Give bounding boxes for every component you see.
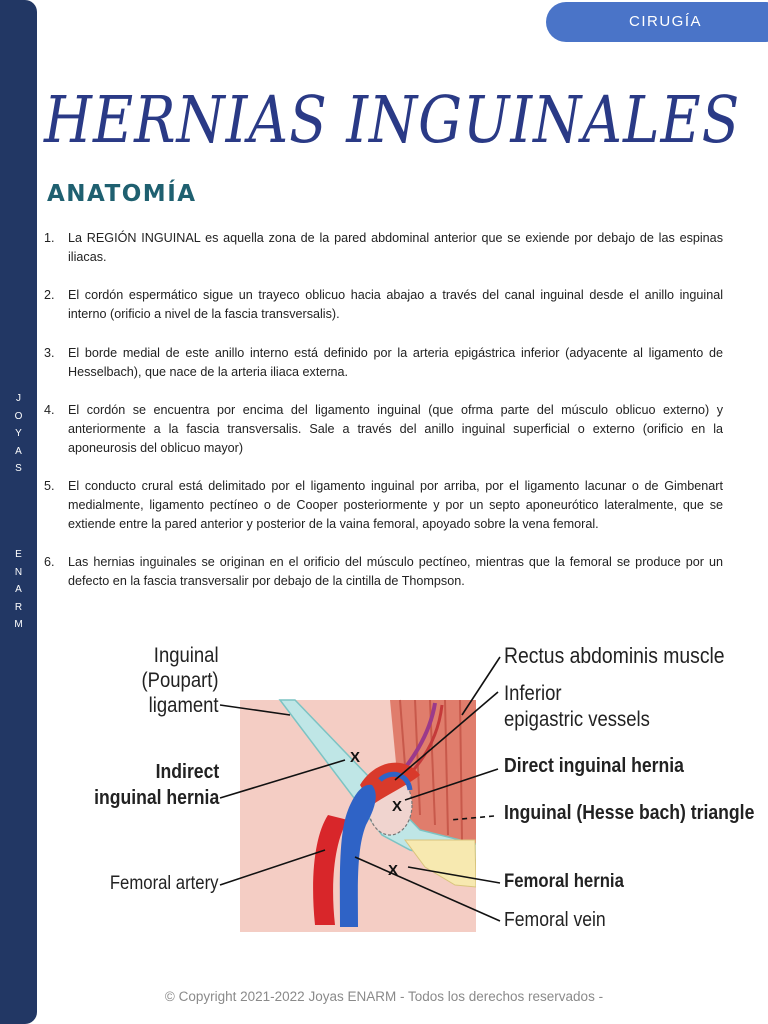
- list-item: [44, 553, 723, 590]
- label-epigastric-vessels: Inferior epigastric vessels: [504, 682, 650, 731]
- label-femoral-artery: Femoral artery: [110, 873, 219, 894]
- category-tag-label: CIRUGÍA: [629, 13, 703, 30]
- list-item: [44, 477, 723, 533]
- x-mark: X: [388, 862, 399, 879]
- x-mark: X: [392, 798, 403, 815]
- side-brand-joyas: [0, 390, 37, 478]
- hernia-anatomy-figure: [90, 635, 755, 945]
- side-brand-enarm: [0, 546, 37, 634]
- x-mark: X: [350, 749, 361, 766]
- list-text: La REGIÓN INGUINAL es aquella zona de la pared abdominal anterior que se exiende por debajo de las espinas iliacas.: [68, 231, 723, 264]
- side-letter: O: [14, 410, 23, 422]
- side-letter: Y: [15, 428, 22, 439]
- list-text: Las hernias inguinales se originan en el orificio del músculo pectíneo, mientras que la femoral se produce por un defecto en la fascia transversalir por debajo de la cintilla de Thompson.: [68, 555, 723, 589]
- label-hesselbach-triangle: Inguinal (Hesse bach) triangle: [504, 802, 755, 824]
- label-indirect-hernia: Indirect inguinal hernia: [93, 761, 219, 809]
- list-number: 3.: [44, 345, 55, 360]
- list-item: [44, 401, 723, 457]
- list-number: 4.: [44, 403, 55, 418]
- label-direct-hernia: Direct inguinal hernia: [504, 755, 684, 777]
- list-text: El cordón espermático sigue un trayeco oblicuo hacia abajao a través del canal inguinal desde el anillo inguinal interno (orificio a nivel de la fascia transversalis).: [68, 288, 723, 322]
- page-title: HERNIAS INGUINALES: [44, 82, 741, 158]
- list-item: [44, 344, 723, 381]
- side-letter: A: [15, 584, 22, 595]
- list-text: El borde medial de este anillo interno está definido por la arteria epigástrica inferior (adyacente al ligamento de Hesselbach), que nace de la arteria iliaca externa.: [68, 345, 723, 379]
- side-letter: A: [15, 445, 22, 457]
- label-femoral-vein: Femoral vein: [504, 909, 606, 931]
- side-letter: S: [15, 463, 22, 474]
- list-text: El cordón se encuentra por encima del ligamento inguinal (que ofrma parte del músculo oblicuo externo) y anteriormente a la fascia transversalis. Sale a través del anillo inguinal superficial o externo (orificio en la aponeurosis del oblicuo mayor): [68, 403, 723, 455]
- side-letter: R: [14, 601, 23, 613]
- copyright-footer: © Copyright 2021-2022 Joyas ENARM - Todos los derechos reservados -: [164, 989, 604, 1004]
- list-number: 1.: [44, 231, 55, 245]
- side-letter: E: [15, 549, 22, 560]
- label-inguinal-ligament: Inguinal (Poupart) ligament: [141, 644, 219, 717]
- category-tag: [546, 2, 768, 42]
- section-heading: ANATOMÍA: [47, 181, 197, 207]
- anatomy-list: [44, 229, 723, 591]
- list-item: [44, 229, 723, 266]
- label-rectus-muscle: Rectus abdominis muscle: [504, 643, 725, 668]
- side-letter: M: [14, 619, 23, 630]
- list-text: El conducto crural está delimitado por el ligamento inguinal por arriba, por el ligamento lacunar o de Gimbenart medialmente, ligamento pectíneo o de Cooper posteriormente y por un septo aponeurótico lateralmente, que se extiende entre la pared anterior y posterior de la vaina femoral, apoyado sobre la vena femoral.: [68, 479, 723, 531]
- list-number: 6.: [44, 555, 55, 570]
- side-bar: [0, 0, 37, 1024]
- list-item: [44, 286, 723, 323]
- side-letter: N: [14, 566, 23, 578]
- list-number: 5.: [44, 479, 55, 494]
- label-femoral-hernia: Femoral hernia: [504, 871, 624, 892]
- side-letter: J: [16, 393, 21, 404]
- list-number: 2.: [44, 288, 55, 303]
